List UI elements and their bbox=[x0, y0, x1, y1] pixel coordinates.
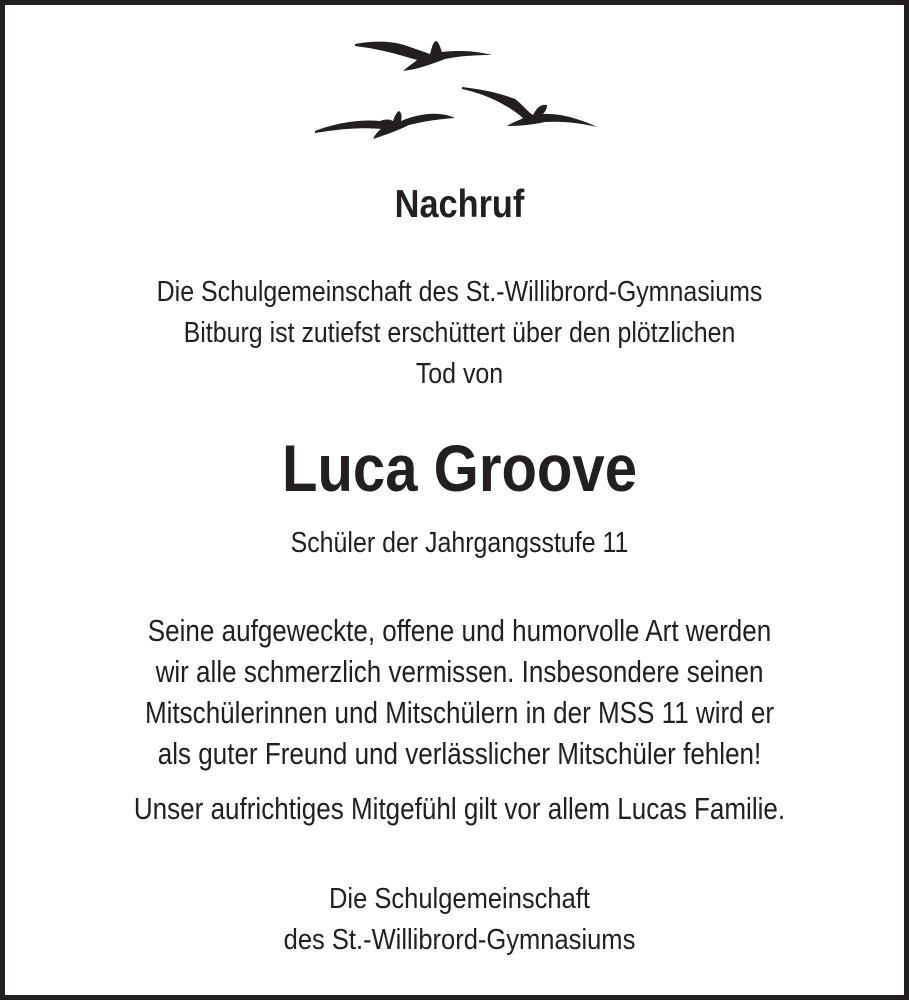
tribute-line: wir alle schmerzlich vermissen. Insbesondere seinen bbox=[155, 654, 764, 689]
tribute-line: Mitschülerinnen und Mitschülern in der MSS 11 wird er bbox=[144, 695, 775, 730]
deceased-subtitle bbox=[5, 527, 909, 560]
notice-title-text: Nachruf bbox=[394, 183, 525, 226]
intro-line: Die Schulgemeinschaft des St.-Willibrord-Gymnasiums bbox=[156, 276, 763, 308]
tribute-line: Seine aufgeweckte, offene und humorvolle Art werden bbox=[147, 613, 772, 648]
signature-line: Die Schulgemeinschaft bbox=[328, 883, 591, 915]
intro-line: Tod von bbox=[415, 358, 504, 390]
signature bbox=[5, 879, 909, 961]
notice-title bbox=[5, 183, 909, 227]
deceased-name-text: Luca Groove bbox=[281, 431, 638, 505]
condolence-line bbox=[5, 791, 909, 827]
tribute-paragraph bbox=[5, 610, 909, 774]
condolence-text: Unser aufrichtiges Mitgefühl gilt vor allem Lucas Familie. bbox=[133, 791, 786, 826]
intro-paragraph bbox=[5, 272, 909, 395]
tribute-line: als guter Freund und verlässlicher Mitschüler fehlen! bbox=[157, 736, 762, 771]
intro-line: Bitburg ist zutiefst erschüttert über den plötzlichen bbox=[183, 317, 736, 349]
signature-line: des St.-Willibrord-Gymnasiums bbox=[283, 924, 636, 956]
flying-birds-icon bbox=[305, 27, 625, 147]
deceased-name bbox=[5, 430, 909, 506]
deceased-subtitle-text: Schüler der Jahrgangsstufe 11 bbox=[290, 527, 629, 559]
